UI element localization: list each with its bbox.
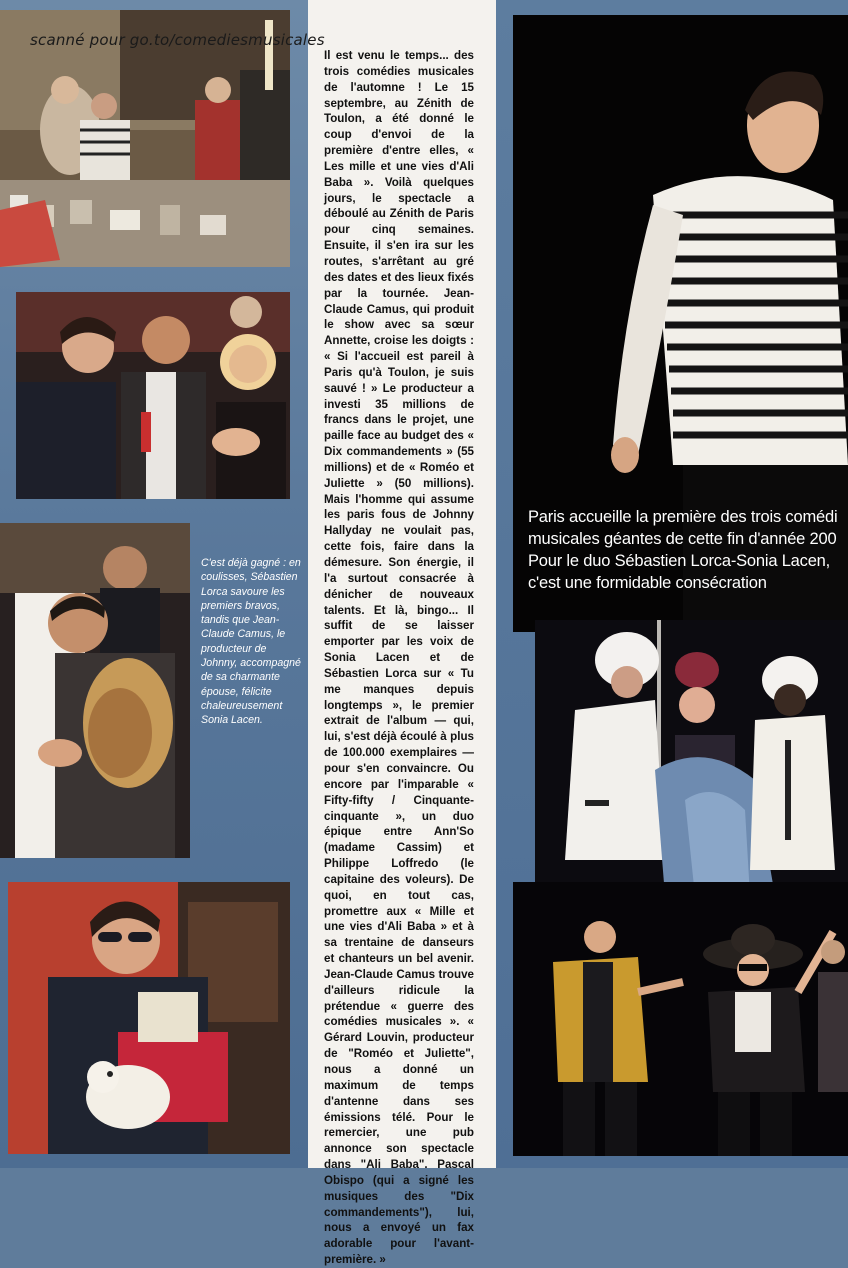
photo-stage-wigs-scene-image xyxy=(535,620,848,896)
photo-party-trio xyxy=(16,292,290,499)
photo-singer-with-bouquet-image xyxy=(8,882,290,1154)
photo-caption-main xyxy=(528,506,848,594)
scan-watermark: scanné pour go.to/comediesmusicales xyxy=(30,31,325,49)
caption-main-line-1: Paris accueille la première des trois comédi xyxy=(528,508,838,526)
photo-backstage-hug xyxy=(0,523,190,858)
article-body: Il est venu le temps... des trois comédies musicales de l'automne ! Le 15 septembre, au Zénith de Toulon, a été donné le coup d'envoi de la première d'entre elles, « Les mille et une vies d'Ali Baba ». Voilà quelques jours, le spectacle a déboulé au Zénith de Paris pour cinq semaines. Ensuite, il s'en ira sur les routes, s'arrêtant au gré des dates et des lieux fixés par la tournée. Jean-Claude Camus, qui produit le show avec sa sœur Annette, croise les doigts : « Si l'accueil est pareil à Paris qu'à Toulon, je suis sauvé ! » Le producteur a investi 35 millions de francs dans le projet, une paille face au budget des « Dix commandements » (55 millions) et de « Roméo et Juliette » (50 millions). Mais l'homme qui assume les paris fous de Johnny Hallyday ne voulait pas, cette fois, faire dans la démesure. Son énergie, il l'a surtout consacrée à dénicher de nouveaux talents. Et là, bingo... Il suffit de se laisser emporter par les voix de Sonia Lacen et de Sébastien Lorca sur « Tu me manques depuis longtemps », le premier extrait de l'album — qui, lui, s'est déjà écoulé à plus de 100.000 exemplaires — pour s'en convaincre. Ou encore par l'imparable « Fifty-fifty / Cinquante-cinquante », un duo épique entre Ann'So (madame Cassim) et Philippe Loffredo (le capitaine des voleurs). De quoi, en tout cas, promettre aux « Mille et une vies d'Ali Baba » et à sa trentaine de danseurs et chanteurs un bel avenir. Jean-Claude Camus trouve d'ailleurs ridicule la prétendue « guerre des comédies musicales ». « Gérard Louvin, producteur de "Roméo et Juliette", nous a donné un maximum de temps d'antenne dans ses émissions télé. Pour le remercier, une pub annonce son spectacle dans "Ali Baba". Pascal Obispo (qui a signé les musiques des "Dix commandements"), lui, nous a envoyé un fax adorable pour l'avant-première. » xyxy=(324,49,474,1267)
photo-stage-masked-dancers xyxy=(513,882,848,1156)
photo-stage-masked-dancers-image xyxy=(513,882,848,1156)
caption-main-line-3: Pour le duo Sébastien Lorca-Sonia Lacen, xyxy=(528,552,831,570)
photo-singer-with-bouquet xyxy=(8,882,290,1154)
caption-main-line-4: c'est une formidable consécration xyxy=(528,574,767,592)
photo-party-trio-image xyxy=(16,292,290,499)
photo-stage-wigs-scene xyxy=(535,620,848,896)
photo-caption-backstage: C'est déjà gagné : en coulisses, Sébastien Lorca savoure les premiers bravos, tandis que Jean-Claude Camus, le producteur de Johnny, accompagné de sa charmante épouse, félicite chaleureusement Sonia Lacen. xyxy=(201,557,301,727)
photo-backstage-hug-image xyxy=(0,523,190,858)
caption-main-line-2: musicales géantes de cette fin d'année 200 xyxy=(528,530,837,548)
